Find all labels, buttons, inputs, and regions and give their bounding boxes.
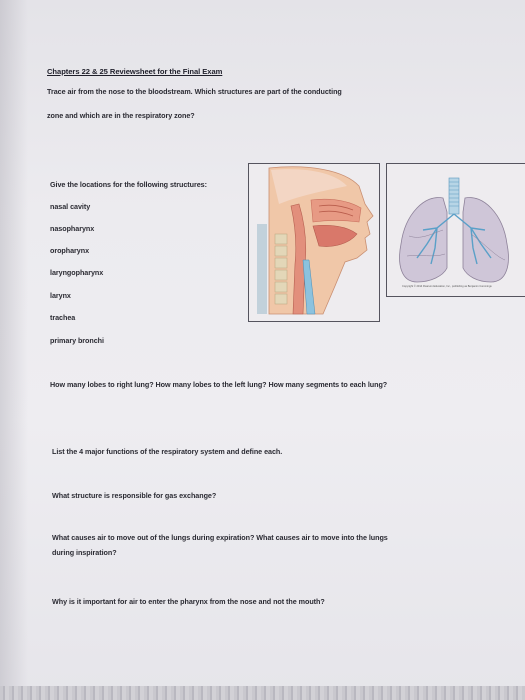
structure-item: nasal cavity: [50, 202, 91, 211]
head-section-illustration: [249, 164, 379, 321]
locations-prompt: Give the locations for the following structures:: [50, 180, 207, 189]
question-functions: List the 4 major functions of the respiratory system and define each.: [52, 447, 283, 456]
structure-item: primary bronchi: [50, 336, 104, 345]
question-trace-line1: Trace air from the nose to the bloodstream. Which structures are part of the conducting: [47, 87, 342, 96]
head-section-figure: [248, 163, 380, 322]
figure-caption: Copyright © 2014 Pearson Education, Inc., publishing as Benjamin Cummings: [402, 285, 492, 288]
worksheet-title: Chapters 22 & 25 Reviewsheet for the Final Exam: [47, 67, 223, 76]
question-lobes: How many lobes to right lung? How many lobes to the left lung? How many segments to each lung?: [50, 380, 388, 389]
structure-item: oropharynx: [50, 246, 90, 255]
structure-item: trachea: [50, 313, 76, 322]
page-shadow: [0, 0, 28, 700]
structure-item: nasopharynx: [50, 224, 95, 233]
question-expiration-line2: during inspiration?: [52, 548, 117, 557]
structure-item: laryngopharynx: [50, 268, 104, 277]
question-expiration-line1: What causes air to move out of the lungs during expiration? What causes air to move into the lungs: [52, 533, 388, 542]
question-trace-line2: zone and which are in the respiratory zone?: [47, 111, 195, 120]
lungs-illustration: [387, 164, 525, 296]
structure-item: larynx: [50, 291, 71, 300]
question-gas-exchange: What structure is responsible for gas exchange?: [52, 491, 217, 500]
lungs-figure: [386, 163, 525, 297]
page-bottom-edge: [0, 686, 525, 700]
question-pharynx: Why is it important for air to enter the pharynx from the nose and not the mouth?: [52, 597, 325, 606]
